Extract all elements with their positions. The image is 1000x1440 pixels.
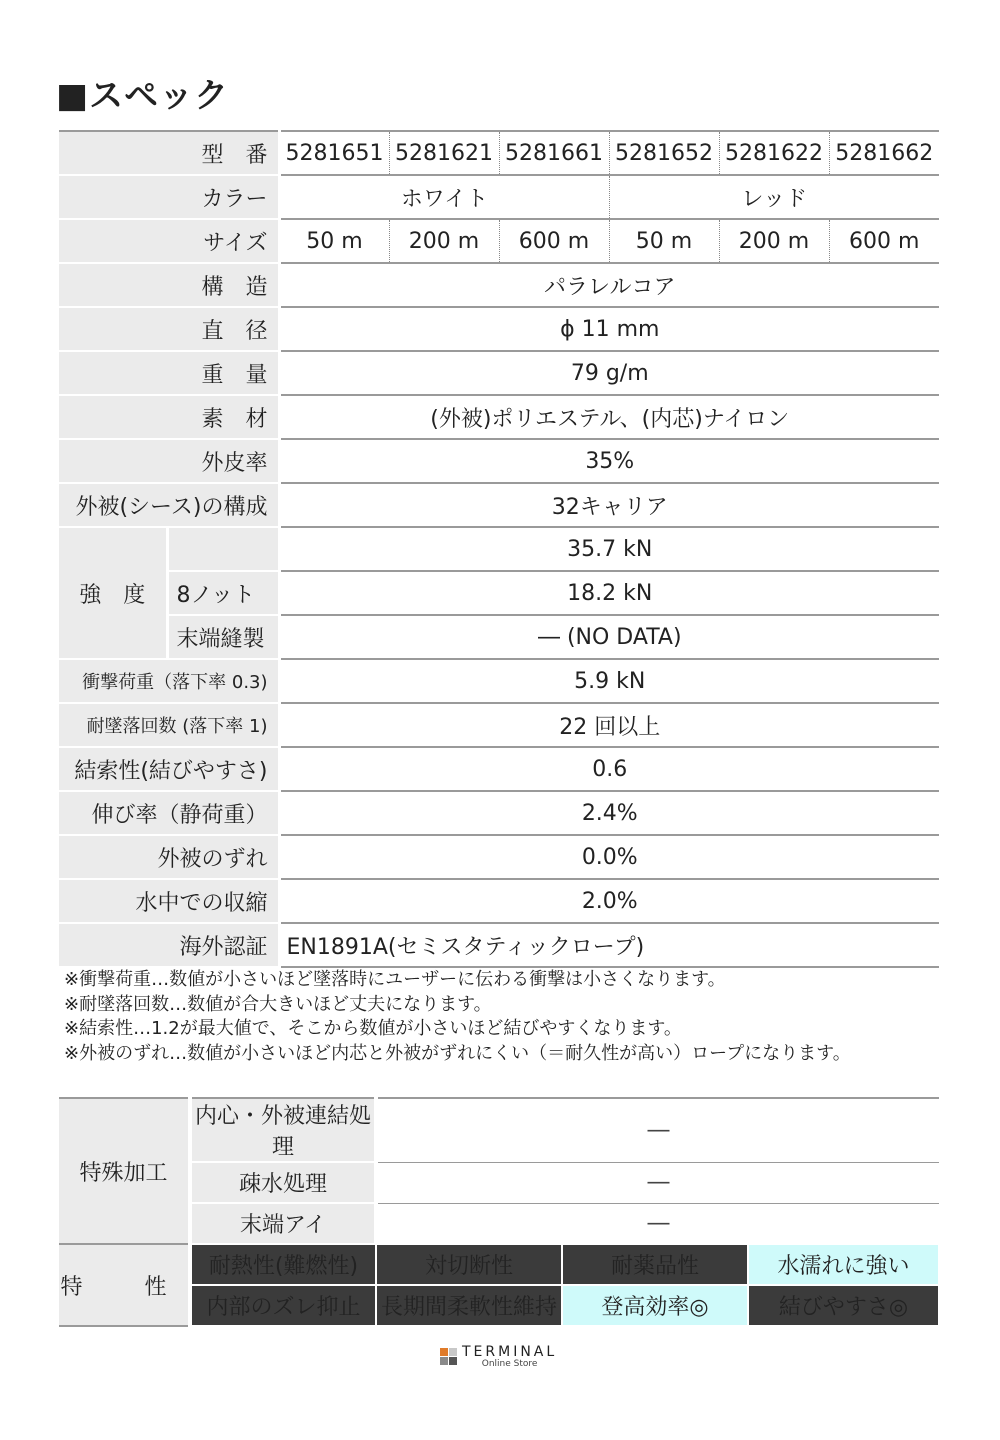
note-2: ※耐墜落回数…数値が合大きいほど丈夫になります。 — [64, 993, 492, 1015]
page-title: ■スペック — [56, 76, 230, 116]
proc-name-3: 末端アイ — [190, 1203, 376, 1244]
row-diameter — [59, 307, 939, 351]
size-2: 200 m — [389, 219, 499, 263]
value-strength-2: 18.2 kN — [279, 571, 939, 615]
value-structure: パラレルコア — [279, 263, 939, 307]
model-4: 5281652 — [609, 131, 719, 175]
size-4: 50 m — [609, 219, 719, 263]
strength-sub-2: 8ノット — [167, 571, 279, 615]
value-weight: 79 g/m — [279, 351, 939, 395]
proc-row-1 — [59, 1098, 939, 1162]
row-sheath-construction — [59, 483, 939, 527]
model-2: 5281621 — [389, 131, 499, 175]
row-strength-1 — [59, 527, 939, 571]
value-sheath-construction: 32キャリア — [279, 483, 939, 527]
label-sheath-slip: 外被のずれ — [59, 835, 279, 879]
value-elongation: 2.4% — [279, 791, 939, 835]
row-shrinkage — [59, 879, 939, 923]
size-5: 200 m — [719, 219, 829, 263]
feature-knot: 結びやすさ◎ — [748, 1285, 939, 1326]
row-material — [59, 395, 939, 439]
row-sheath-slip — [59, 835, 939, 879]
notes — [64, 968, 851, 1066]
feature-water: 水濡れに強い — [748, 1244, 939, 1285]
note-4: ※外被のずれ…数値が小さいほど内芯と外被がずれにくい（＝耐久性が高い）ロープになります。 — [64, 1042, 851, 1064]
label-diameter: 直 径 — [59, 307, 279, 351]
row-impact — [59, 659, 939, 703]
logo-mark-icon — [440, 1348, 458, 1366]
feature-heat: 耐熱性(難燃性) — [190, 1244, 376, 1285]
size-6: 600 m — [829, 219, 939, 263]
model-6: 5281662 — [829, 131, 939, 175]
row-knotability — [59, 747, 939, 791]
value-certification: EN1891A(セミスタティックロープ) — [279, 923, 939, 967]
feature-flex: 長期間柔軟性維持 — [376, 1285, 562, 1326]
proc-value-2: ― — [376, 1162, 939, 1203]
size-1: 50 m — [279, 219, 389, 263]
value-diameter: ϕ 11 mm — [279, 307, 939, 351]
feature-slip: 内部のズレ抑止 — [190, 1285, 376, 1326]
value-material: (外被)ポリエステル、(内芯)ナイロン — [279, 395, 939, 439]
label-processing: 特殊加工 — [59, 1098, 190, 1244]
row-strength-2 — [59, 571, 939, 615]
logo-sub-text: Online Store — [481, 1359, 538, 1369]
spec-table — [59, 130, 939, 968]
row-color — [59, 175, 939, 219]
terminal-logo — [440, 1345, 557, 1369]
value-strength-1: 35.7 kN — [279, 527, 939, 571]
feature-chemical: 耐薬品性 — [562, 1244, 748, 1285]
label-model: 型 番 — [59, 131, 279, 175]
value-strength-3: ― (NO DATA) — [279, 615, 939, 659]
row-falls — [59, 703, 939, 747]
note-3: ※結索性…1.2が最大値で、そこから数値が小さいほど結びやすくなります。 — [64, 1018, 682, 1039]
logo-main-text: TERMINAL — [462, 1344, 558, 1360]
value-shrinkage: 2.0% — [279, 879, 939, 923]
label-elongation: 伸び率（静荷重） — [59, 791, 279, 835]
feature-row-2 — [59, 1285, 939, 1326]
label-material: 素 材 — [59, 395, 279, 439]
feature-climb: 登高効率◎ — [562, 1285, 748, 1326]
strength-sub-3: 末端縫製 — [167, 615, 279, 659]
row-size — [59, 219, 939, 263]
value-sheath-slip: 0.0% — [279, 835, 939, 879]
label-color: カラー — [59, 175, 279, 219]
label-sheath-ratio: 外皮率 — [59, 439, 279, 483]
label-knotability: 結索性(結びやすさ) — [59, 747, 279, 791]
label-size: サイズ — [59, 219, 279, 263]
label-strength: 強 度 — [59, 527, 167, 659]
model-3: 5281661 — [499, 131, 609, 175]
proc-value-1: ― — [376, 1098, 939, 1162]
label-structure: 構 造 — [59, 263, 279, 307]
label-certification: 海外認証 — [59, 923, 279, 967]
label-falls: 耐墜落回数 (落下率 1) — [59, 703, 279, 747]
proc-name-1: 内心・外被連結処理 — [190, 1098, 376, 1162]
value-sheath-ratio: 35% — [279, 439, 939, 483]
feature-cut: 対切断性 — [376, 1244, 562, 1285]
row-weight — [59, 351, 939, 395]
label-weight: 重 量 — [59, 351, 279, 395]
row-elongation — [59, 791, 939, 835]
label-impact: 衝撃荷重（落下率 0.3) — [59, 659, 279, 703]
size-3: 600 m — [499, 219, 609, 263]
proc-name-2: 疎水処理 — [190, 1162, 376, 1203]
model-1: 5281651 — [279, 131, 389, 175]
row-certification — [59, 923, 939, 967]
note-1: ※衝撃荷重…数値が小さいほど墜落時にユーザーに伝わる衝撃は小さくなります。 — [64, 969, 726, 990]
value-falls: 22 回以上 — [279, 703, 939, 747]
label-features: 特 性 — [59, 1244, 190, 1326]
proc-row-3 — [59, 1203, 939, 1244]
proc-row-2 — [59, 1162, 939, 1203]
model-5: 5281622 — [719, 131, 829, 175]
row-model — [59, 131, 939, 175]
row-sheath-ratio — [59, 439, 939, 483]
feature-row-1 — [59, 1244, 939, 1285]
row-strength-3 — [59, 615, 939, 659]
color-white: ホワイト — [279, 175, 609, 219]
row-structure — [59, 263, 939, 307]
value-knotability: 0.6 — [279, 747, 939, 791]
label-sheath-construction: 外被(シース)の構成 — [59, 483, 279, 527]
label-shrinkage: 水中での収縮 — [59, 879, 279, 923]
color-red: レッド — [609, 175, 939, 219]
proc-value-3: ― — [376, 1203, 939, 1244]
value-impact: 5.9 kN — [279, 659, 939, 703]
processing-table — [59, 1097, 940, 1327]
strength-sub-1 — [167, 527, 279, 571]
